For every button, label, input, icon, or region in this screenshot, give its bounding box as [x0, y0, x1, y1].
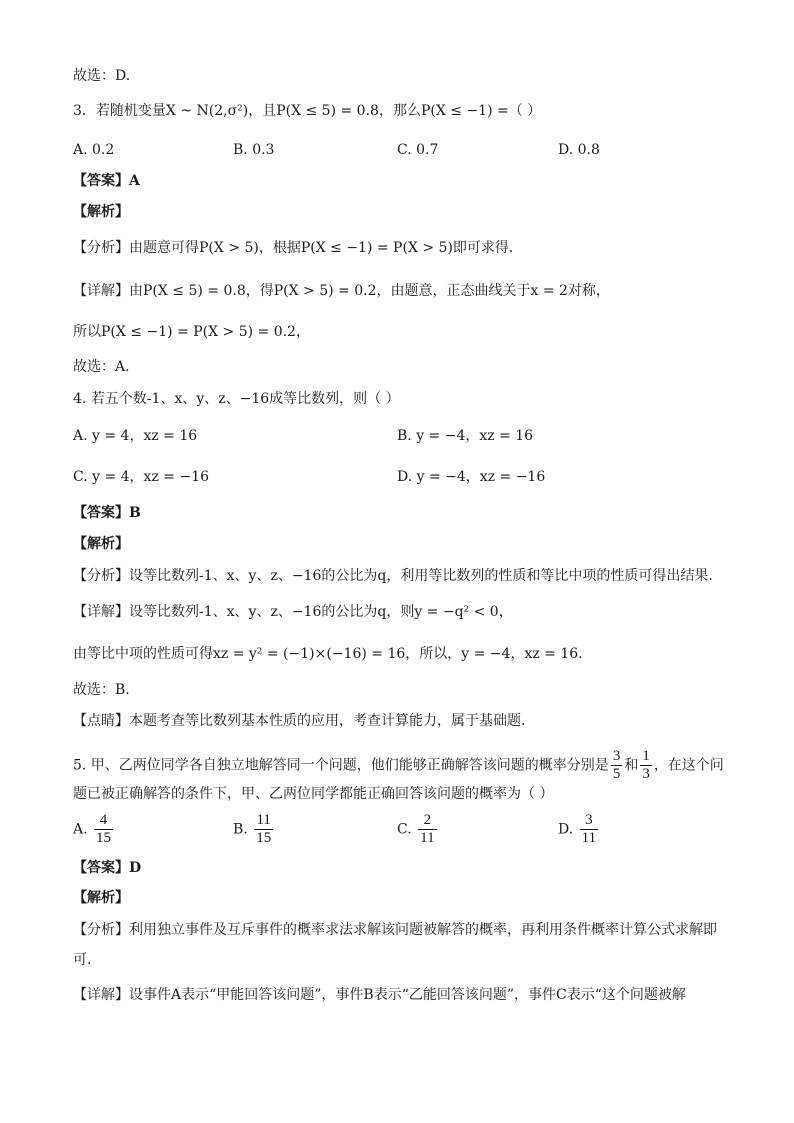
fraction — [580, 812, 598, 847]
numerator: 3 — [612, 748, 621, 764]
analysis-heading: 【解析】 — [73, 536, 129, 552]
answer-line: 【答案】A — [73, 173, 140, 189]
text-line: 故选：D. — [73, 68, 131, 84]
numerator: 3 — [580, 812, 598, 830]
denominator: 11 — [420, 830, 435, 846]
question-5-stem — [73, 748, 724, 783]
option-label: C. — [397, 821, 412, 838]
q4-option-a: A. y = 4，xz = 16 — [73, 428, 198, 444]
conclusion-line: 故选：A． — [73, 359, 140, 375]
conclusion-line: 故选：B. — [73, 682, 130, 698]
q3-option-a: A. 0.2 — [73, 142, 115, 158]
q5-option-d — [558, 812, 600, 847]
option-label: B. — [233, 821, 248, 838]
q5-option-b — [233, 812, 275, 847]
fraction — [254, 812, 273, 847]
q5-option-c — [397, 812, 439, 847]
detail-line: 所以P(X ≤ −1) = P(X > 5) = 0.2， — [73, 324, 310, 340]
question-4-stem: 4. 若五个数-1、x、y、z、−16成等比数列，则（ ） — [73, 391, 400, 407]
numerator: 1 — [642, 748, 650, 764]
question-3-stem: 3．若随机变量X ~ N(2,σ²)，且P(X ≤ 5) = 0.8，那么P(X ≤ −1) =（ ） — [73, 103, 542, 119]
detail-line: 【详解】设事件A表示“甲能回答该问题”，事件B表示“乙能回答该问题”，事件C表示“这个问题被解 — [73, 987, 686, 1003]
stem-text: 和 — [624, 757, 639, 774]
fraction — [640, 748, 652, 783]
denominator: 5 — [612, 766, 621, 782]
detail-line: 【详解】设等比数列-1、x、y、z、−16的公比为q，则y = −q² < 0， — [73, 604, 513, 620]
comment-line: 【点睛】本题考查等比数列基本性质的应用，考查计算能力，属于基础题. — [73, 713, 526, 729]
q4-option-b: B. y = −4，xz = 16 — [397, 428, 534, 444]
numerator: 2 — [418, 812, 436, 830]
fraction — [418, 812, 436, 847]
q4-option-c: C. y = 4，xz = −16 — [73, 469, 210, 485]
q3-option-d: D. 0.8 — [558, 142, 600, 158]
stem-text: ，在这个问 — [653, 757, 724, 774]
stem-text: 5. 甲、乙两位同学各自独立地解答同一个问题，他们能够正确解答该问题的概率分别是 — [73, 757, 609, 774]
q3-option-b: B. 0.3 — [233, 142, 275, 158]
denominator: 15 — [96, 830, 112, 846]
answer-line: 【答案】B — [73, 505, 141, 521]
analysis-line: 【分析】利用独立事件及互斥事件的概率求法求解该问题被解答的概率，再利用条件概率计算公式求解即 — [73, 922, 717, 938]
analysis-heading: 【解析】 — [73, 890, 129, 906]
fraction — [94, 812, 113, 847]
q3-option-c: C. 0.7 — [397, 142, 439, 158]
detail-line: 【详解】由P(X ≤ 5) = 0.8，得P(X > 5) = 0.2，由题意，正态曲线关于x = 2对称， — [73, 283, 610, 299]
analysis-line: 【分析】设等比数列-1、x、y、z、−16的公比为q，利用等比数列的性质和等比中项的性质可得出结果. — [73, 568, 713, 584]
option-label: D. — [558, 821, 574, 838]
fraction — [611, 748, 623, 783]
q5-option-a — [73, 812, 115, 847]
question-5-stem-cont: 题已被正确解答的条件下，甲、乙两位同学都能正确回答该问题的概率为（ ） — [73, 786, 554, 802]
analysis-line: 【分析】由题意可得P(X > 5)，根据P(X ≤ −1) = P(X > 5)即可求得． — [73, 240, 523, 256]
analysis-heading: 【解析】 — [73, 204, 129, 220]
option-label: A. — [73, 821, 88, 838]
numerator: 4 — [94, 812, 113, 830]
detail-line: 由等比中项的性质可得xz = y² = (−1)×(−16) = 16，所以，y = −4，xz = 16. — [73, 646, 583, 662]
denominator: 11 — [581, 830, 597, 846]
answer-line: 【答案】D — [73, 860, 142, 876]
numerator: 11 — [254, 812, 273, 830]
denominator: 15 — [256, 830, 272, 846]
denominator: 3 — [642, 766, 650, 782]
q4-option-d: D. y = −4，xz = −16 — [397, 469, 546, 485]
analysis-line: 可. — [73, 952, 92, 968]
